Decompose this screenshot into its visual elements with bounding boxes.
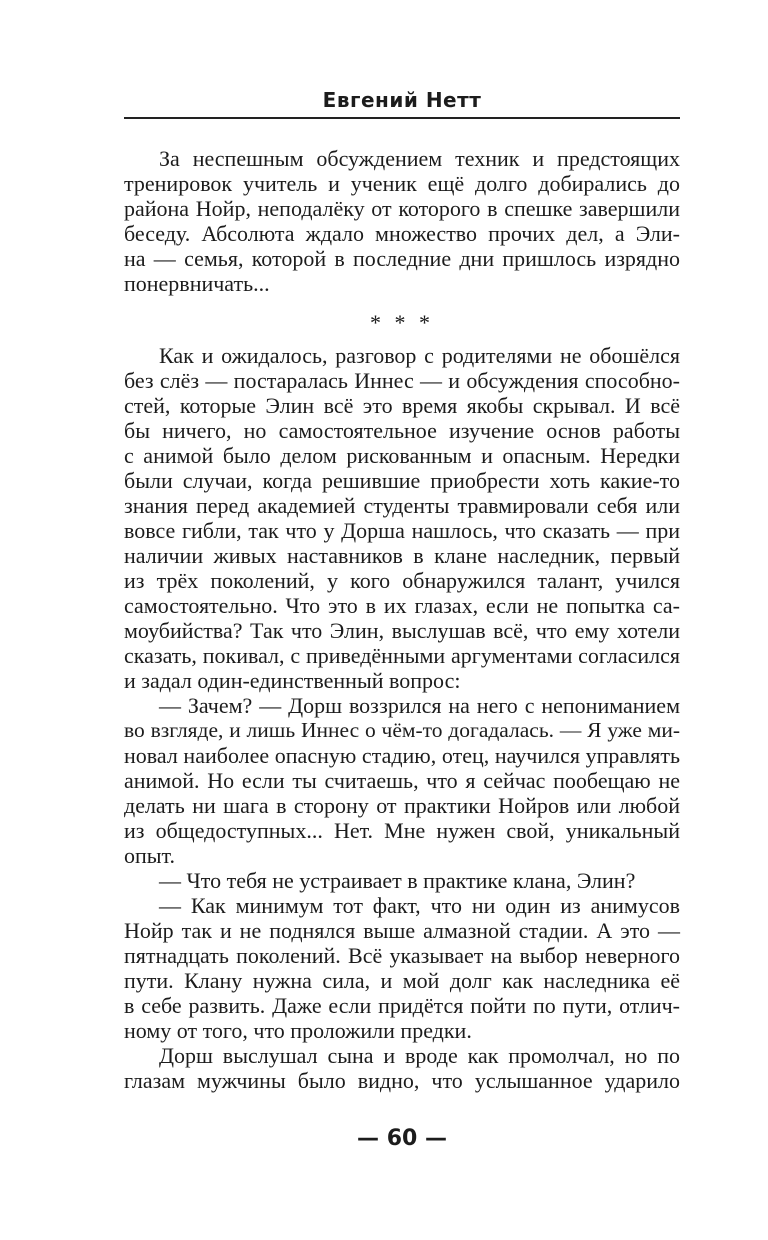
text-line: района Нойр, неподалёку от которого в спешке завершили (124, 196, 680, 221)
text-line: тренировок учитель и ученик ещё долго добирались до (124, 171, 680, 196)
text-line: — Зачем? — Дорш воззрился на него с непониманием (159, 693, 680, 718)
text-line: из трёх поколений, у кого обнаружился талант, учился (124, 568, 680, 593)
text-line: без слёз — постаралась Иннес — и обсуждения способно- (124, 368, 680, 393)
running-head-author: Евгений Нетт (322, 88, 482, 112)
text-line: опыт. (124, 843, 176, 868)
text-line: были случаи, когда решившие приобрести хоть какие-то (124, 468, 680, 493)
text-line: новал наиболее опасную стадию, отец, научился управлять (124, 743, 680, 768)
text-line: За неспешным обсуждением техник и предстоящих (159, 146, 680, 171)
text-line: пятнадцать поколений. Всё указывает на выбор неверного (124, 943, 680, 968)
text-line: знания перед академией студенты травмировали себя или (124, 493, 680, 518)
text-line: бы ничего, но самостоятельное изучение основ работы (124, 418, 680, 443)
text-line: пути. Клану нужна сила, и мой долг как наследника её (124, 968, 680, 993)
text-line: понервничать... (124, 271, 270, 296)
text-line: делать ни шага в сторону от практики Нойров или любой (124, 793, 680, 818)
text-line: моубийства? Так что Элин, выслушав всё, что ему хотели (124, 618, 680, 643)
text-line: во взгляде, и лишь Иннес о чём-то догадалась. — Я уже ми- (124, 718, 680, 742)
text-line: — Как минимум тот факт, что ни один из анимусов (159, 893, 680, 918)
text-line: анимой. Но если ты считаешь, что я сейчас пообещаю не (124, 768, 680, 793)
text-line: Дорш выслушал сына и вроде как промолчал, но по (159, 1043, 680, 1068)
header-rule (124, 117, 680, 119)
text-line: самостоятельно. Что это в их глазах, если не попытка са- (124, 593, 680, 618)
text-line: и задал один-единственный вопрос: (124, 668, 461, 693)
text-line: наличии живых наставников в клане наследник, первый (124, 543, 680, 568)
text-line: сказать, покивал, с приведёнными аргументами согласился (124, 643, 680, 668)
text-line: из общедоступных... Нет. Мне нужен свой, уникальный (124, 818, 680, 843)
text-line: стей, которые Элин всё это время якобы скрывал. И всё (124, 393, 680, 418)
body-text (124, 146, 680, 1093)
text-line: в себе развить. Даже если придётся пойти по пути, отлич- (124, 993, 680, 1018)
text-line: на — семья, которой в последние дни пришлось изрядно (124, 246, 680, 271)
text-line: Нойр так и не поднялся выше алмазной стадии. А это — (124, 918, 680, 943)
text-line: ному от того, что проложили предки. (124, 1018, 472, 1043)
section-separator: * * * (370, 310, 434, 335)
text-line: глазам мужчины было видно, что услышанное ударило (124, 1068, 680, 1093)
text-line: вовсе гибли, так что у Дорша нашлось, что сказать — при (124, 518, 680, 543)
text-line: беседу. Абсолюта ждало множество прочих дел, а Эли- (124, 221, 680, 246)
text-line: — Что тебя не устраивает в практике клана, Элин? (159, 868, 636, 893)
text-line: Как и ожидалось, разговор с родителями не обошёлся (159, 343, 680, 368)
page-number: — 60 — (357, 1126, 447, 1151)
text-line: с анимой было делом рискованным и опасным. Нередки (124, 443, 680, 468)
